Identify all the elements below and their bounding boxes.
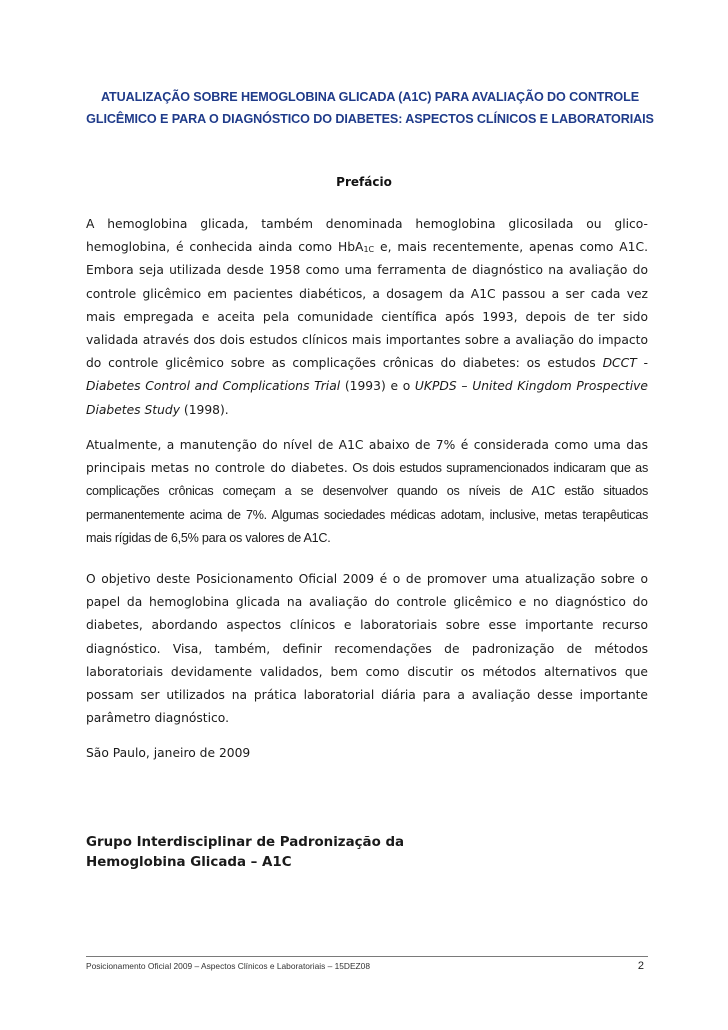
title-line-1: ATUALIZAÇÃO SOBRE HEMOGLOBINA GLICADA (A1C) PARA AVALIAÇÃO DO CONTROLE [100, 90, 639, 104]
section-heading: Prefácio [336, 175, 392, 189]
dcct-study-name: DCCT - Diabetes Control and Complications Trial [86, 356, 648, 394]
hba1c-subscript: 1C [363, 245, 375, 255]
paragraph-2-text-b: Os dois estudos supramencionados indicaram que as complicações crônicas começam a se desenvolver quando os níveis de A1C estão situados permanentemente acima de 7%. Algumas sociedades médicas adotam, inclusive, metas terapêuticas mais rígidas de 6,5% para os valores de A1C. [86, 461, 648, 545]
ukpds-study-name: UKPDS – United Kingdom Prospective Diabetes Study [86, 379, 648, 417]
title-line-2: GLICÊMICO E PARA O DIAGNÓSTICO DO DIABETES: ASPECTOS CLÍNICOS E LABORATORIAIS [86, 112, 654, 126]
author-group-line-2: Hemoglobina Glicada – A1C [86, 855, 292, 870]
paragraph-2 [86, 434, 648, 550]
footer-text: Posicionamento Oficial 2009 – Aspectos Clínicos e Laboratoriais – 15DEZ08 [86, 961, 370, 971]
paragraph-1-text-c: (1993) e o [340, 379, 415, 394]
paragraph-3: O objetivo deste Posicionamento Oficial 2009 é o de promover uma atualização sobre o papel da hemoglobina glicada na avaliação do controle glicêmico e no diagnóstico do diabetes, abordando aspectos clínicos e laboratoriais sobre esse importante recurso diagnóstico. Visa, também, definir recomendações de padronização de métodos laboratoriais devidamente validados, bem como discutir os métodos alternativos que possam ser utilizados na prática laboratorial diária para a avaliação desse importante parâmetro diagnóstico. [86, 572, 648, 726]
paragraph-1 [86, 213, 648, 422]
paragraph-1-text-d: (1998). [180, 402, 229, 417]
document-title [70, 86, 670, 130]
place-date: São Paulo, janeiro de 2009 [86, 746, 251, 760]
paragraph-2-text-a: Atualmente, a manutenção do nível de A1C abaixo de 7% é considerada como uma das principais metas no controle do diabetes. [86, 438, 648, 476]
footer-divider [86, 956, 648, 957]
paragraph-1-text-b: e, mais recentemente, apenas como A1C. Embora seja utilizada desde 1958 como uma ferramenta de diagnóstico na avaliação do controle glicêmico em pacientes diabéticos, a dosagem da A1C passou a ser cada vez mais empregada e aceita pela comunidade científica após 1993, depois de ter sido validada através dos dois estudos clínicos mais importantes sobre a avaliação do impacto do controle glicêmico sobre as complicações crônicas do diabetes: os estudos [86, 240, 648, 371]
author-group-line-1: Grupo Interdisciplinar de Padronização da [86, 835, 405, 850]
author-group [86, 833, 404, 873]
page-number: 2 [637, 960, 644, 972]
paragraph-1-text-a: A hemoglobina glicada, também denominada hemoglobina glicosilada ou glico-hemoglobina, é conhecida ainda como HbA [86, 217, 648, 255]
